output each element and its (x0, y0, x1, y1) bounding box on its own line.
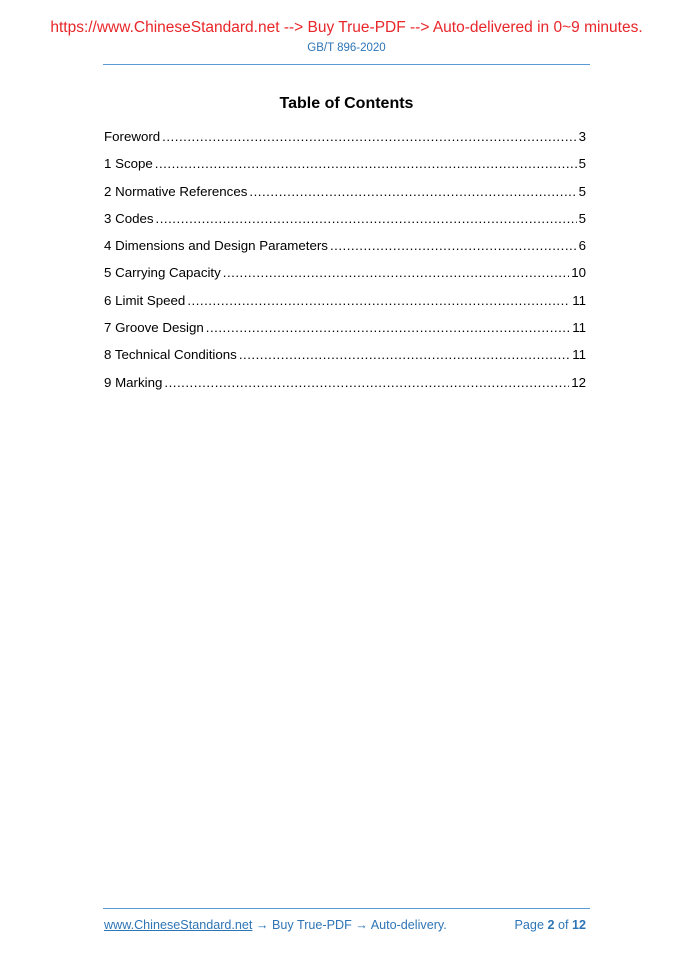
toc-entry-page: 5 (578, 210, 586, 226)
toc-entry[interactable] (104, 154, 586, 181)
toc-leader (156, 209, 577, 229)
toc-entry[interactable] (104, 209, 586, 236)
toc-entry-page: 3 (578, 129, 586, 144)
toc-entry-page: 11 (572, 320, 586, 336)
toc-list (104, 127, 586, 400)
toc-entry-title: 5 Carrying Capacity (104, 265, 221, 281)
page-indicator (515, 918, 586, 932)
toc-entry-title: 6 Limit Speed (104, 292, 186, 308)
toc-leader (206, 318, 570, 338)
toc-leader (187, 291, 570, 311)
toc-entry-page: 5 (578, 156, 586, 172)
toc-entry[interactable] (104, 291, 586, 318)
footer-divider (103, 908, 590, 909)
toc-entry-page: 5 (578, 183, 586, 199)
toc-entry[interactable] (104, 182, 586, 209)
toc-entry[interactable] (104, 127, 586, 154)
toc-title: Table of Contents (279, 95, 414, 112)
toc-entry-page: 12 (571, 374, 586, 390)
page-of: of (557, 918, 569, 932)
toc-entry[interactable] (104, 373, 586, 400)
toc-entry[interactable] (104, 236, 586, 263)
toc-leader (249, 182, 576, 202)
toc-entry-title: Foreword (104, 129, 161, 144)
header-divider (103, 64, 590, 65)
toc-entry-page: 6 (578, 238, 586, 254)
document-number: GB/T 896-2020 (307, 42, 386, 54)
toc-entry-title: 2 Normative References (104, 183, 248, 199)
toc-leader (164, 373, 569, 393)
page-footer (104, 918, 586, 932)
toc-entry[interactable] (104, 263, 586, 290)
toc-entry-title: 8 Technical Conditions (104, 347, 237, 363)
toc-entry-page: 11 (572, 347, 586, 363)
page-current: 2 (547, 918, 555, 932)
page-label: Page (514, 918, 544, 932)
promo-banner[interactable]: https://www.ChineseStandard.net --> Buy True-PDF --> Auto-delivered in 0~9 minutes. (50, 19, 643, 36)
footer-left (104, 918, 447, 932)
toc-entry-title: 1 Scope (104, 156, 153, 172)
toc-entry-page: 10 (571, 265, 586, 281)
toc-entry-title: 7 Groove Design (104, 320, 204, 336)
footer-tagline: → Buy True-PDF → Auto-delivery. (252, 918, 447, 932)
toc-entry[interactable] (104, 345, 586, 372)
toc-leader (239, 345, 570, 365)
toc-entry-title: 9 Marking (104, 374, 163, 390)
toc-leader (155, 154, 577, 174)
toc-entry[interactable] (104, 318, 586, 345)
toc-leader (330, 236, 577, 256)
toc-entry-title: 4 Dimensions and Design Parameters (104, 238, 328, 254)
toc-entry-page: 11 (572, 292, 586, 308)
toc-leader (162, 127, 576, 147)
toc-leader (223, 263, 569, 283)
footer-site-link[interactable]: www.ChineseStandard.net (104, 918, 253, 932)
toc-entry-title: 3 Codes (104, 210, 154, 226)
page-total: 12 (571, 918, 586, 932)
